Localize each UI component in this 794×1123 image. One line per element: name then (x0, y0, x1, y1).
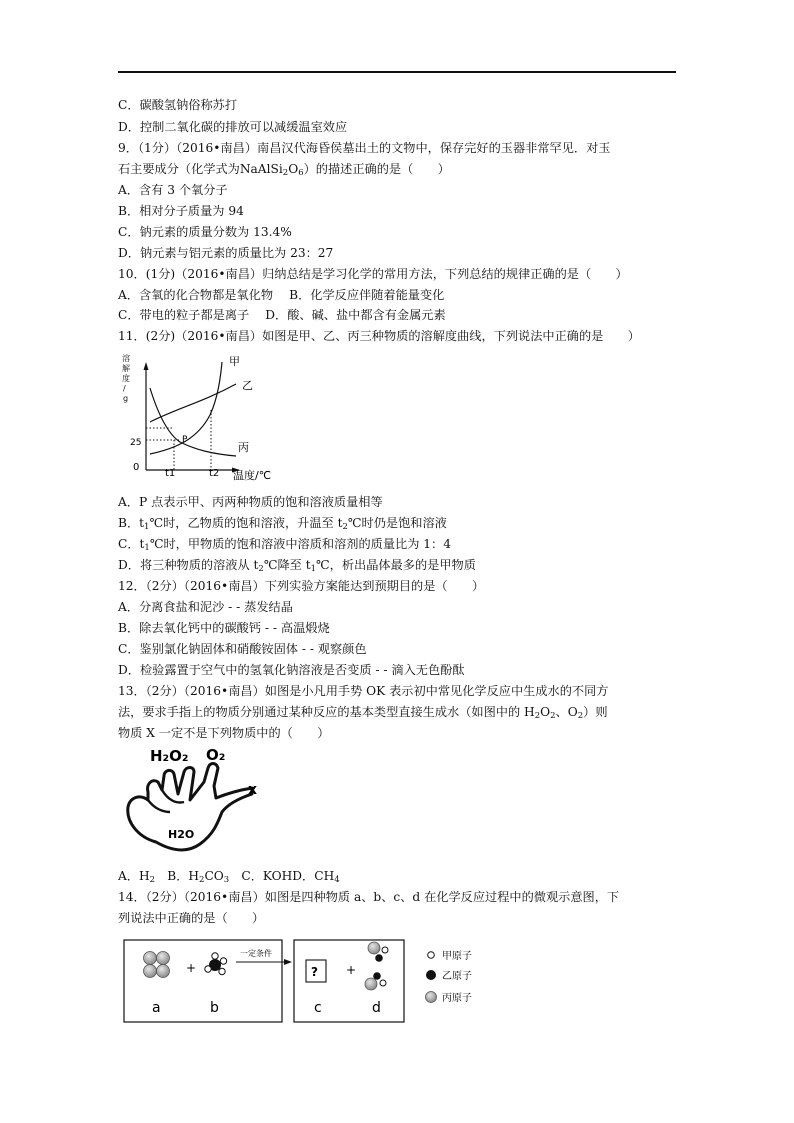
legend-label-yi: 乙原子 (442, 971, 472, 982)
question-13-stem-cont: 物质 X 一定不是下列物质中的（ ） (118, 726, 330, 740)
label-a: a (152, 1000, 161, 1016)
svg-text:g: g (123, 394, 129, 403)
question-9-stem: 9．（1分）（2016•南昌）南昌汉代海昏侯墓出土的文物中，保存完好的玉器非常罕见．对玉 (118, 141, 611, 155)
question-9-option-d: D．钠元素与铝元素的质量比为 23：27 (118, 246, 334, 260)
series-label-jia: 甲 (229, 355, 240, 368)
label-d: d (372, 1000, 381, 1016)
question-11-stem: 11．(2分)（2016•南昌）如图是甲、乙、丙三种物质的溶解度曲线，下列说法中正确的是 ） (118, 329, 640, 343)
svg-text:度: 度 (122, 374, 130, 383)
reaction-arrow-head (284, 959, 292, 965)
hand-label-x: x (248, 782, 258, 798)
question-11-option-b: B．$t_1℃$时，乙物质的饱和溶液，升温至 $t_2℃$时仍是饱和溶液 (118, 516, 447, 532)
question-11-option-d: D．将三种物质的溶液从 $t_2℃$降至 $t_1℃$，析出晶体最多的是甲物质 (118, 558, 476, 574)
y-tick-label: 25 (130, 438, 142, 448)
question-13-stem-cont: 法，要求手指上的物质分别通过某种反应的基本类型直接生成水（如图中的 $H_2O_2$、$O_2$）则 (118, 705, 608, 721)
option-text: D．控制二氧化碳的排放可以减缓温室效应 (118, 120, 348, 134)
legend-marker-bing (426, 992, 437, 1003)
hand-crease (148, 800, 170, 812)
question-11-option-c: C．$t_1℃$时，甲物质的饱和溶液中溶质和溶剂的质量比为 1：4 (118, 537, 451, 553)
solubility-chart (118, 350, 298, 488)
series-line-yi (150, 384, 236, 422)
plus-sign: + (346, 963, 357, 977)
x-tick-label: t2 (209, 468, 220, 479)
hand-label-o2: O₂ (206, 746, 226, 764)
arrow-condition: 一定条件 (240, 949, 272, 958)
question-12-option-a: A．分离食盐和泥沙 - - 蒸发结晶 (118, 600, 293, 614)
y-axis-label-char: 溶 (122, 354, 130, 363)
question-10-options-ab: A．含氧的化合物都是氧化物 B．化学反应伴随着能量变化 (118, 288, 445, 302)
question-9-option-a: A．含有 3 个氧分子 (118, 183, 228, 197)
point-label: P (182, 435, 188, 445)
plus-sign: + (186, 961, 197, 975)
question-10-stem: 10．(1分)（2016•南昌）归纳总结是学习化学的常用方法，下列总结的规律正确的是（ ） (118, 267, 628, 281)
svg-text:/: / (123, 384, 126, 393)
question-14-stem: 14．（2分）（2016•南昌）如图是四种物质 a、b、c、d 在化学反应过程中的微观示意图，下 (118, 890, 620, 904)
legend-label-jia: 甲原子 (442, 951, 472, 962)
question-11-option-a: A．P 点表示甲、丙两种物质的饱和溶液质量相等 (118, 495, 383, 509)
option-text: C．碳酸氢钠俗称苏打 (118, 98, 238, 112)
question-9-stem-cont: 石主要成分（化学式为$NaAlSi_2O_6$）的描述正确的是（ ） (118, 162, 450, 178)
series-label-bing: 丙 (238, 441, 249, 454)
series-line-bing (150, 388, 236, 456)
hand-crease (162, 790, 184, 803)
legend-label-bing: 丙原子 (442, 993, 472, 1004)
origin-label: 0 (133, 462, 140, 473)
question-12-stem: 12．（2分）（2016•南昌）下列实验方案能达到预期目的是（ ） (118, 579, 485, 593)
y-axis-arrow (144, 362, 149, 370)
question-12-option-d: D．检验露置于空气中的氢氧化钠溶液是否变质 - - 滴入无色酚酞 (118, 663, 465, 677)
question-13-stem: 13．（2分）（2016•南昌）如图是小凡用手势 OK 表示初中常见化学反应中生成水的不同方 (118, 684, 609, 698)
question-12-option-b: B．除去氧化钙中的碳酸钙 - - 高温煅烧 (118, 621, 330, 635)
x-tick-label: t1 (165, 468, 176, 479)
header-rule (118, 71, 676, 73)
question-10-options-cd: C．带电的粒子都是离子 D．酸、碱、盐中都含有金属元素 (118, 308, 446, 322)
hand-label-h2o: H2O (168, 828, 195, 841)
label-c: c (314, 1000, 322, 1016)
question-12-option-c: C．鉴别氯化钠固体和硝酸铵固体 - - 观察颜色 (118, 642, 367, 656)
question-9-option-c: C．钠元素的质量分数为 13.4% (118, 225, 292, 239)
unknown-mark: ? (311, 965, 318, 979)
question-13-options: A．$H_2$ B．$H_2CO_3$ C．KOHD．$CH_4$ (118, 869, 340, 885)
svg-text:解: 解 (122, 364, 130, 373)
hand-label-h2o2: H₂O₂ (150, 747, 189, 765)
legend-marker-jia (428, 952, 435, 959)
series-label-yi: 乙 (242, 379, 253, 392)
ok-hand-figure (118, 742, 278, 865)
reaction-figure (118, 934, 498, 1032)
x-axis-label: 温度/℃ (233, 469, 272, 482)
question-9-option-b: B．相对分子质量为 94 (118, 204, 244, 218)
label-b: b (210, 1000, 219, 1016)
question-14-stem-cont: 列说法中正确的是（ ） (118, 911, 265, 925)
legend-marker-yi (426, 970, 436, 980)
